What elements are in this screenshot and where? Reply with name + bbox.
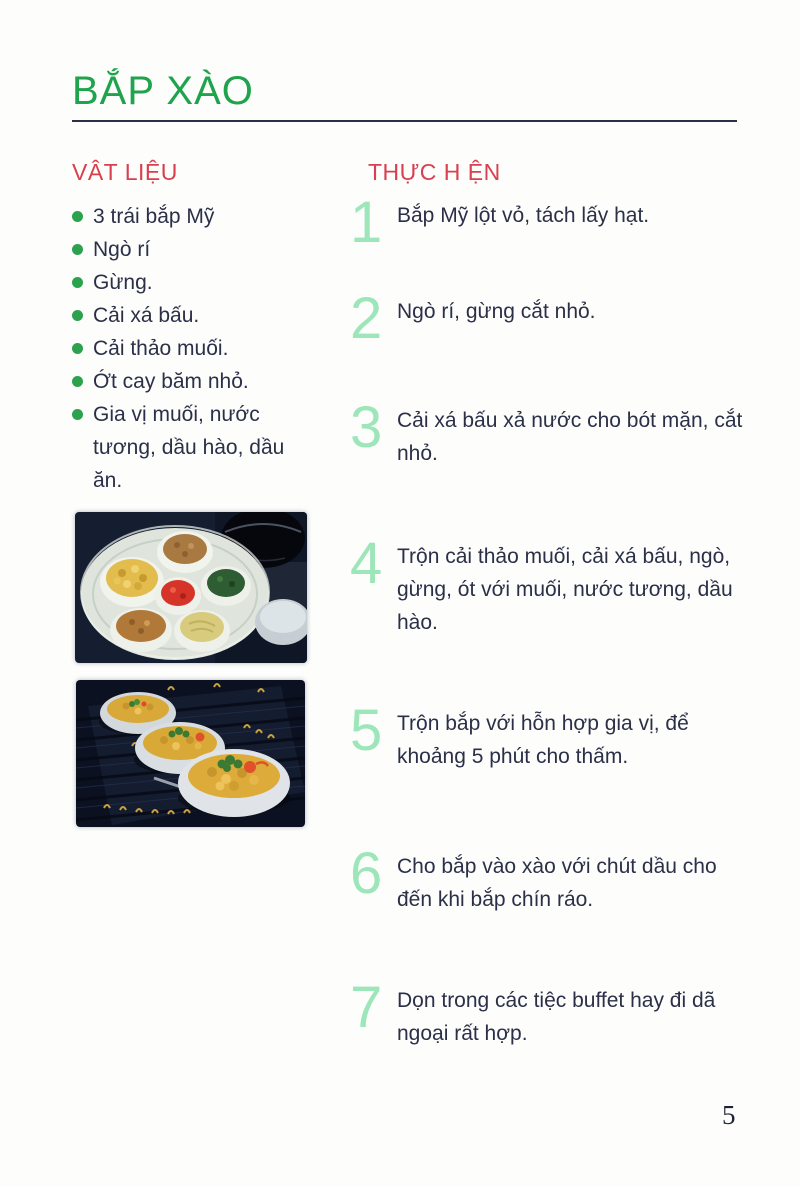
ingredients-header: VÂT LIỆU xyxy=(72,159,178,185)
instruction-step xyxy=(350,975,755,1050)
step-number: 1 xyxy=(350,190,383,255)
page-title: BẮP XÀO xyxy=(72,69,254,113)
ingredient-item xyxy=(72,266,294,299)
step-number: 3 xyxy=(350,395,383,460)
ingredient-label: Gừng. xyxy=(93,271,153,294)
step-text: Bắp Mỹ lột vỏ, tách lấy hạt. xyxy=(397,204,650,227)
ingredients-photo-art xyxy=(75,512,307,663)
ingredient-label: Cải thảo muối. xyxy=(93,337,229,360)
step-text: Cho bắp vào xào với chút dầu cho đến khi bắp chín ráo. xyxy=(397,855,717,911)
ingredient-label: 3 trái bắp Mỹ xyxy=(93,205,215,228)
bullet-icon xyxy=(72,376,83,387)
step-number: 6 xyxy=(350,841,383,906)
instruction-step xyxy=(350,286,755,351)
bullet-icon xyxy=(72,409,83,420)
instruction-step xyxy=(350,698,755,773)
bullet-icon xyxy=(72,310,83,321)
ingredient-item xyxy=(72,332,294,365)
bullet-icon xyxy=(72,211,83,222)
bullet-icon xyxy=(72,244,83,255)
ingredients-photo xyxy=(75,512,307,663)
ingredient-item xyxy=(72,200,294,233)
instruction-step xyxy=(350,531,755,639)
ingredient-item xyxy=(72,233,294,266)
ingredient-label: Gia vị muối, nước tương, dầu hào, dầu ăn. xyxy=(93,403,285,492)
step-text: Ngò rí, gừng cắt nhỏ. xyxy=(397,300,596,323)
ingredient-label: Ngò rí xyxy=(93,238,151,261)
finished-dish-photo xyxy=(76,680,305,827)
title-divider xyxy=(72,120,737,122)
step-number: 7 xyxy=(350,975,383,1040)
finished-dish-photo-art xyxy=(76,680,305,827)
page-number: 5 xyxy=(722,1100,736,1130)
instruction-step xyxy=(350,841,755,916)
step-text: Trộn bắp với hỗn hợp gia vị, để khoảng 5 phút cho thấm. xyxy=(397,712,689,768)
step-number: 5 xyxy=(350,698,383,763)
step-number: 2 xyxy=(350,286,383,351)
ingredient-item xyxy=(72,398,294,497)
bullet-icon xyxy=(72,277,83,288)
step-text: Cải xá bấu xả nước cho bót mặn, cắt nhỏ. xyxy=(397,409,743,465)
ingredient-item xyxy=(72,299,294,332)
bullet-icon xyxy=(72,343,83,354)
ingredients-list xyxy=(72,200,294,497)
step-number: 4 xyxy=(350,531,383,596)
ingredient-item xyxy=(72,365,294,398)
ingredient-label: Ớt cay băm nhỏ. xyxy=(93,370,249,393)
step-text: Trộn cải thảo muối, cải xá bấu, ngò, gừng, ót với muối, nước tương, dầu hào. xyxy=(397,545,733,634)
step-text: Dọn trong các tiệc buffet hay đi dã ngoại rất hợp. xyxy=(397,989,716,1045)
instructions-header: THỰC H ỆN xyxy=(368,159,501,185)
instruction-step xyxy=(350,395,755,470)
instruction-step xyxy=(350,190,755,255)
ingredient-label: Cải xá bấu. xyxy=(93,304,200,327)
